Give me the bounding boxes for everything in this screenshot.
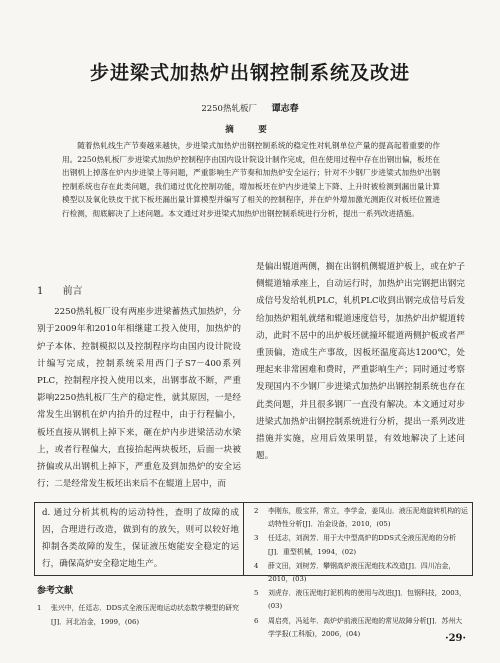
reference-item: 2 李刚东，殷宝祥，常立，李学金，姜凤山．液压泥炮旋转机构的运动特性分析[J]．冶金设备，2010，(05) [254, 507, 468, 529]
section-title: 前言 [62, 286, 83, 297]
box-divider [243, 502, 244, 575]
section-heading [37, 283, 241, 300]
right-column [256, 259, 465, 465]
affiliation: 2250热轧板厂 [201, 104, 257, 114]
references-left [37, 601, 241, 630]
abstract-heading: 摘 要 [225, 125, 275, 135]
reference-item: 3 任廷志，刘润芳．用于大中型高炉的DDS式全液压泥炮的分析[J]．重型机械，1994，(02) [254, 534, 457, 556]
intro-paragraph-left: 2250热轧板厂设有两座步进梁蓄热式加热炉，分别于2009年和2010年相继建工投入使用，加热炉的炉子本体、控制模拟以及控制程序均由国内设计院设计编写完成，控制系统采用西门子S7－400系列PLC，控制程序投入使用以来，出钢事故不断，严重影响2250热轧板厂生产的稳定性，就其原因，一是经常发生出钢机在炉内抬升的过程中，由于行程偏小，板坯直接从钢机上掉下来，砸在炉内步进梁活动水梁上，或者行程偏大，直接抬起两块板坯，后面一块被挤偏或从出钢机上掉下，严重危及到加热炉的安全运行；二是经常发生板坯出来后不在辊道上居中，而 [37, 307, 241, 490]
reference-item: 6 周启亮，冯延年．高炉炉前液压泥炮的常见故障分析[J]．苏州大学学报(工科版)，2006，(04) [254, 616, 463, 638]
author-line [0, 101, 500, 114]
reference-item: 4 薛文田，刘树芳．攀钢高炉液压泥炮技术改造[J]．四川冶金，2010，(03) [254, 561, 456, 584]
references-right [254, 505, 468, 642]
paper-title: 步进梁式加热炉出钢控制系统及改进 [89, 62, 410, 84]
reference-item: 5 刘虎存．液压泥炮打泥机构的使用与改进[J]．包钢科技，2003，(03) [254, 589, 466, 611]
references-heading: 参考文献 [37, 586, 74, 596]
section-number: 1 [37, 286, 44, 297]
conclusion-item-d: d. 通过分析其机构的运动特性，查明了故障的成因，合理进行改造，做到有的放矢，则可以较好地抑制各类故障的发生，保证液压炮能安全稳定的运行，确保高炉安全稳定地生产。 [42, 508, 239, 569]
abstract-text: 随着热轧线生产节奏越来越快，步进梁式加热炉出钢控制系统的稳定性对轧钢单位产量的提高起着重要的作用。2250热轧板厂步进梁式加热炉控制程序由国内设计院设计制作完成，但在使用过程中存在出钢出偏，板坯在出钢机上掉落在炉内步进梁上等问题，严重影响生产节奏和加热炉安全运行；针对不少钢厂步进梁式加热炉出钢控制系统也存在此类问题，我们通过优化控制功能，增加板坯在炉内步进梁上下降、上升时被检测到漏出量计算模型以及氧化铁皮干扰下板坯漏出量计算模型并编写了相关的控制程序，并在炉外增加激光测距仪对板坯位置进行检测，彻底解决了上述问题。本文通过对步进梁式加热炉出钢控制系统进行分析，提出一系列改进措施。 [62, 141, 440, 218]
left-column [37, 283, 241, 493]
author-name: 谭志春 [271, 104, 299, 114]
page-number: ·29· [445, 633, 466, 644]
intro-paragraph-right: 是偏出辊道两侧，搁在出钢机侧辊道护板上，或在炉子侧辊道轴承座上，自动运行时，加热炉出完钢把出钢完成信号发给轧机PLC，轧机PLC收到出钢完成信号后发给加热炉粗轧就绪和辊道速度信号，加热炉出炉辊道转动，此时不居中的出炉板坯就撞坏辊道两侧护板或者严重顶偏，造成生产事故，因板坯温度高达1200℃，处理起来非常困难和费时，严重影响生产；同时通过考察发现国内不少钢厂步进梁式加热炉出钢控制系统也存在此类问题，并且很多钢厂一直没有解决。本文通过对步进梁式加热炉出钢控制系统进行分析，提出一系列改进措施并实施，应用后效果明显，有效地解决了上述问题。 [256, 262, 465, 462]
reference-item: 1 张兴中，任廷志．DDS式全液压泥炮运动状态数学模型的研究[J]．河北冶金，1999，(06) [37, 604, 240, 626]
